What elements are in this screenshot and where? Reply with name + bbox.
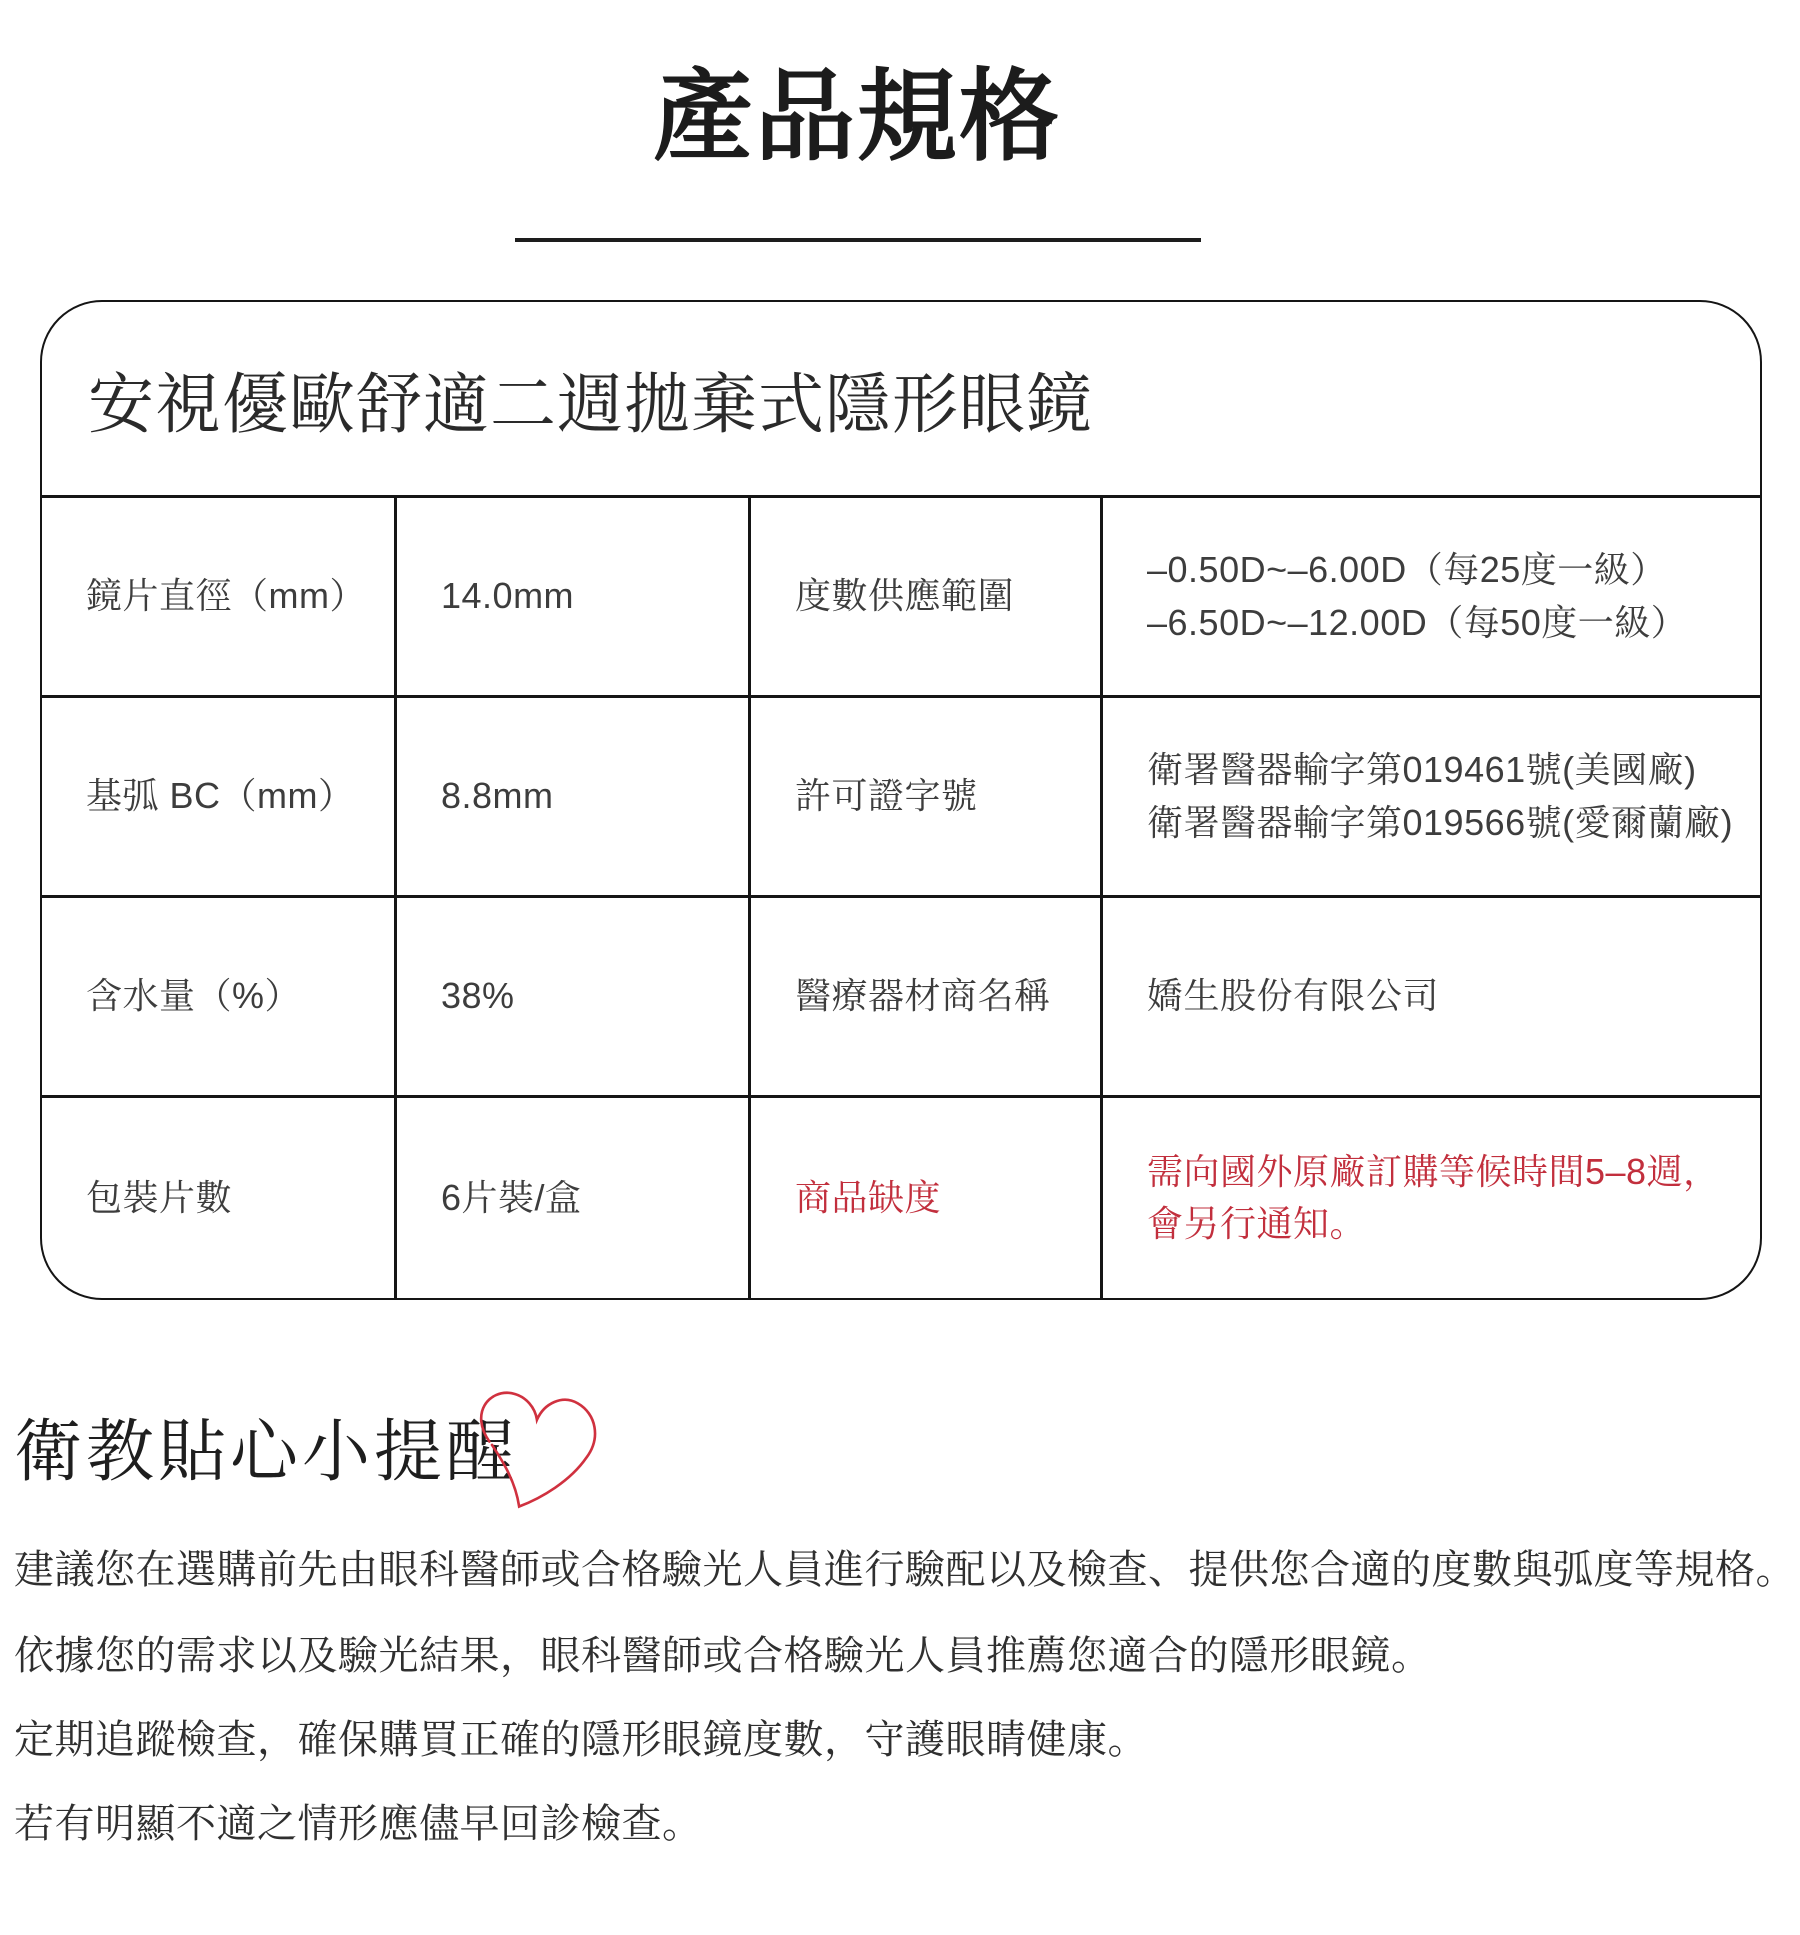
- reminder-line-3: 定期追蹤檢查，確保購買正確的隱形眼鏡度數，守護眼睛健康。: [14, 1718, 1148, 1762]
- license-line-1: 衛署醫器輸字第019461號(美國廠): [1147, 749, 1697, 791]
- spec-value-license: [1100, 698, 1760, 898]
- spec-table: [40, 300, 1762, 1300]
- spec-label-power-range: 度數供應範圍: [748, 498, 1100, 698]
- heart-outline-icon: [462, 1388, 604, 1516]
- spec-value-base-curve: 8.8mm: [394, 698, 748, 898]
- power-range-line-2: –6.50D~–12.00D（每50度一級）: [1147, 601, 1688, 643]
- spec-value-water-content: 38%: [394, 898, 748, 1098]
- spec-label-diameter: 鏡片直徑（mm）: [42, 498, 394, 698]
- spec-value-pack-count: 6片裝/盒: [394, 1098, 748, 1298]
- reminder-heading: 衛教貼心小提醒: [14, 1414, 519, 1490]
- spec-label-license: 許可證字號: [748, 698, 1100, 898]
- spec-value-diameter: 14.0mm: [394, 498, 748, 698]
- title-underline: [515, 238, 1201, 242]
- spec-value-power-range: [1100, 498, 1760, 698]
- page-title: 產品規格: [653, 61, 1061, 173]
- reminder-line-1: 建議您在選購前先由眼科醫師或合格驗光人員進行驗配以及檢查、提供您合適的度數與弧度等規格。: [14, 1548, 1796, 1592]
- product-name: 安視優歐舒適二週拋棄式隱形眼鏡: [42, 302, 1760, 498]
- reminder-line-4: 若有明顯不適之情形應儘早回診檢查。: [14, 1802, 703, 1846]
- spec-label-pack-count: 包裝片數: [86, 1176, 233, 1218]
- reminder-line-2: 依據您的需求以及驗光結果，眼科醫師或合格驗光人員推薦您適合的隱形眼鏡。: [14, 1634, 1432, 1678]
- license-line-2: 衛署醫器輸字第019566號(愛爾蘭廠): [1147, 801, 1734, 843]
- spec-label-water-content: 含水量（%）: [42, 898, 394, 1098]
- shortage-line-1: 需向國外原廠訂購等候時間5–8週，: [1147, 1150, 1720, 1192]
- spec-value-vendor: [1100, 898, 1760, 1098]
- spec-value-shortage: [1100, 1098, 1760, 1298]
- spec-label-shortage: 商品缺度: [748, 1098, 1100, 1298]
- shortage-line-2: 會另行通知。: [1147, 1203, 1367, 1244]
- spec-label-vendor: 醫療器材商名稱: [748, 898, 1100, 1098]
- power-range-line-1: –0.50D~–6.00D（每25度一級）: [1147, 549, 1667, 591]
- spec-label-base-curve: 基弧 BC（mm）: [42, 698, 394, 898]
- vendor-line-1: 嬌生股份有限公司: [1147, 975, 1440, 1017]
